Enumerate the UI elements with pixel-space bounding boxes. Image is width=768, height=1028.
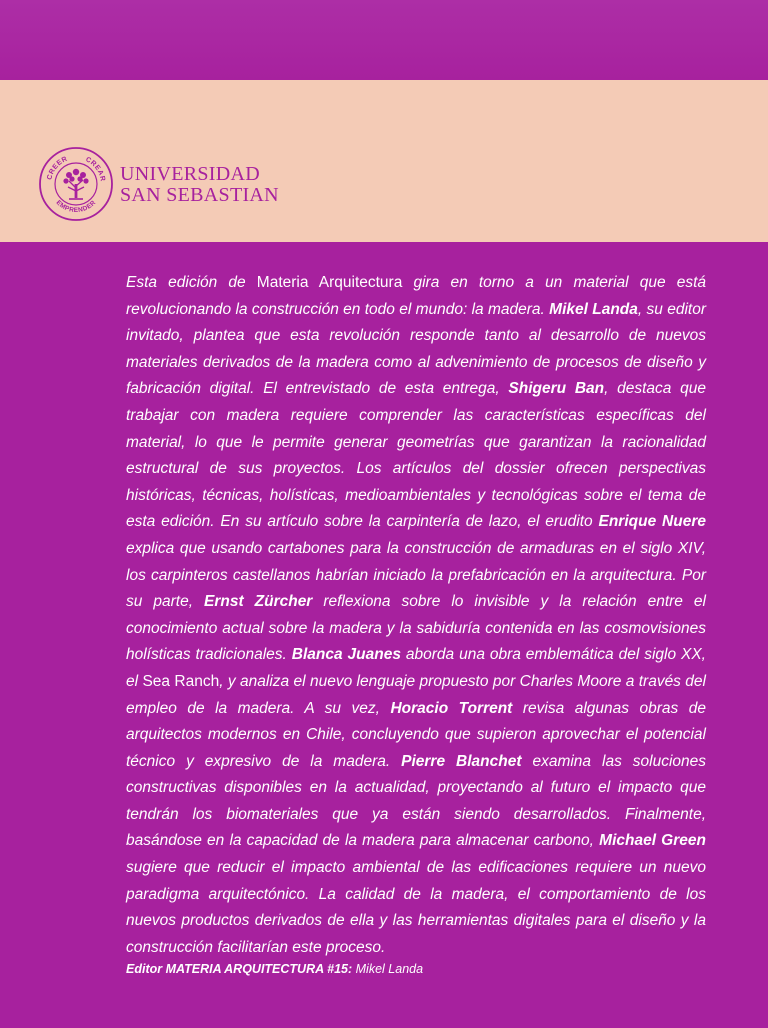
author-name: Enrique Nuere [598, 513, 706, 531]
author-name: Mikel Landa [549, 300, 638, 318]
author-name: Horacio Torrent [390, 699, 513, 717]
text-segment: , destaca que trabajar con madera requiere comprender las características específicas del material, lo que le permite generar geometrías que garantizan la racionalidad estructural de sus proyectos. Los artículos del dossier ofrecen perspectivas históricas, técnicas, holísticas, medioambientales y tecnológicas sobre el tema de esta edición. En su artículo sobre la carpintería de lazo, el erudito [126, 380, 706, 531]
magazine-name: Materia Arquitectura [256, 274, 403, 291]
tree-seal-icon [38, 146, 114, 222]
university-name-line2: SAN SEBASTIAN [120, 184, 279, 206]
work-name: Sea Ranch [142, 672, 220, 690]
text-segment: Esta edición de [126, 274, 257, 291]
editor-credit [126, 962, 423, 976]
author-name: Michael Green [599, 832, 706, 850]
author-name: Pierre Blanchet [401, 752, 522, 770]
text-segment: explica que usando cartabones para la construcción de armaduras en el siglo XIV, los carpinteros castellanos habrían iniciado la prefabricación en la arquitectura. Por su parte, [126, 539, 706, 611]
seal-text-left: CREER [46, 155, 69, 181]
description-paragraph [126, 270, 706, 961]
seal-text-right: CREAR [84, 156, 106, 183]
svg-text:EMPRENDER [55, 199, 98, 214]
author-name: Ernst Zürcher [204, 593, 313, 611]
text-segment: revisa algunas obras de arquitectos modernos en Chile, concluyendo que supieron aprovechar el potencial técnico y expresivo de la madera. [126, 699, 706, 770]
author-name: Shigeru Ban [508, 380, 605, 398]
editor-credit-name: Mikel Landa [352, 962, 424, 976]
text-segment: sugiere que reducir el impacto ambiental de las edificaciones requiere un nuevo paradigma arquitectónico. La calidad de la madera, el comportamiento de los nuevos productos derivados de ella y las herramientas digitales para el diseño y la construcción facilitarían este proceso. [126, 859, 706, 956]
university-name [120, 164, 279, 206]
top-band [0, 0, 768, 80]
text-segment: gira en torno a un material que está revolucionando la construcción en todo el mundo: la madera. [126, 274, 707, 318]
tree-icon [63, 169, 88, 199]
university-banner [0, 80, 768, 242]
text-segment: aborda una obra emblemática del siglo XX, el [126, 646, 706, 690]
university-name-line1: UNIVERSIDAD [120, 163, 260, 185]
text-segment: , su editor invitado, plantea que esta revolución responde tanto al desarrollo de nuevos materiales derivados de la madera como al advenimiento de procesos de diseño y fabricación digital. El entrevistado de esta entrega, [126, 300, 706, 398]
seal-text-bottom: EMPRENDER [54, 199, 98, 215]
author-name: Blanca Juanes [291, 646, 401, 664]
text-segment: , y analiza el nuevo lenguaje propuesto por Charles Moore a través del empleo de la madera. A su vez, [126, 672, 706, 717]
editor-credit-label: Editor MATERIA ARQUITECTURA #15: [126, 962, 353, 976]
text-segment: examina las soluciones constructivas disponibles en la actualidad, proyectando al futuro el impacto que tendrán los biomateriales que ya están siendo desarrollados. Finalmente, basándose en la capacidad de la madera para almacenar carbono, [126, 752, 707, 850]
text-segment: reflexiona sobre lo invisible y la relación entre el conocimiento actual sobre la madera y la sabiduría contenida en las cosmovisiones holísticas tradicionales. [126, 593, 706, 664]
